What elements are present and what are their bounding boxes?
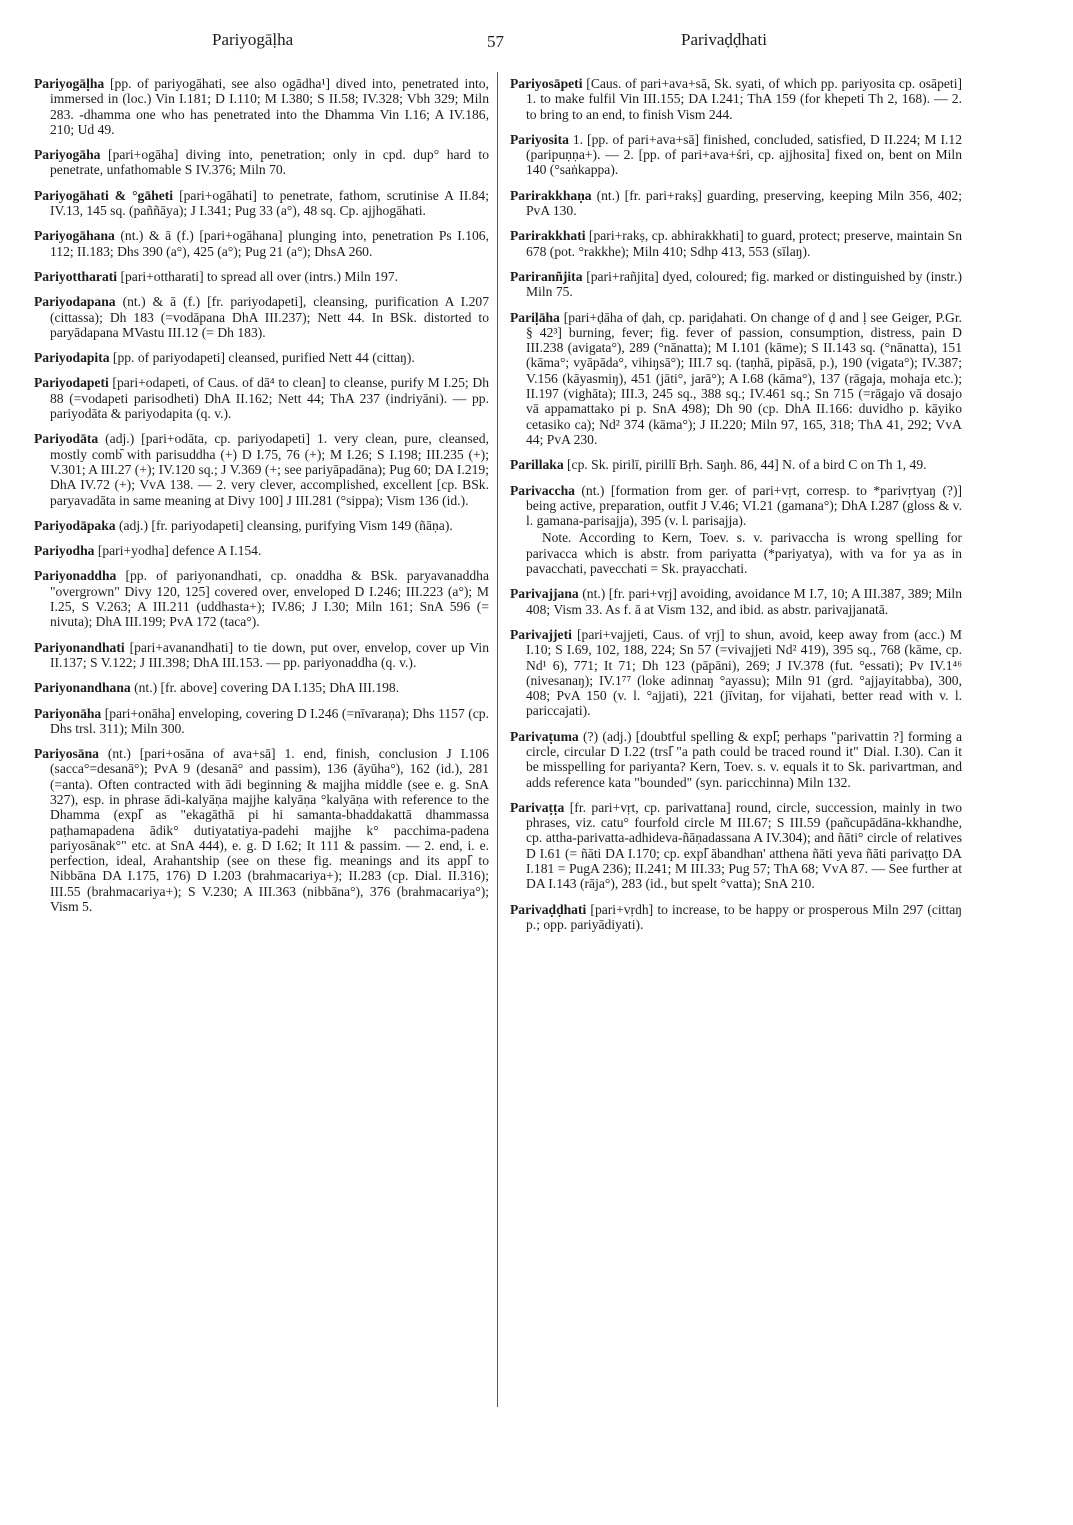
entry-text: [pari+yodha] defence A I.154. xyxy=(94,543,262,559)
dictionary-entry xyxy=(34,294,489,340)
page-number: 57 xyxy=(487,32,504,51)
entry-text: [pari+avanandhati] to tie down, put over, envelop, cover up Vin II.137; S V.122; J III.398; DhA III.153. — pp. pariyonaddha (q. v.). xyxy=(50,639,489,670)
headword: Pariyonaddha xyxy=(34,568,117,584)
header-first-headword: Pariyogāḷha xyxy=(212,30,294,49)
dictionary-entry xyxy=(510,457,962,472)
headword: Parirakkhati xyxy=(510,228,586,244)
dictionary-entry xyxy=(34,706,489,737)
entry-text: [Caus. of pari+ava+sā, Sk. syati, of which pp. pariyosita cp. osāpeti] 1. to make fulfil Vin III.155; DA I.241; ThA 159 (for khepeti Th 2, 168). — 2. to bring to an end, to finish Vism 244. xyxy=(526,76,962,122)
headword: Pariyosita xyxy=(510,131,569,147)
dictionary-entry xyxy=(34,431,489,507)
headword: Pariyodha xyxy=(34,543,95,559)
right-column xyxy=(510,76,962,942)
headword: Pariyodāta xyxy=(34,431,99,447)
running-head xyxy=(0,30,1073,60)
entry-text: [pari+onāha] enveloping, covering D I.246 (=nīvaraṇa); Dhs 1157 (cp. Dhs trsl. 311); Miln 300. xyxy=(50,705,489,736)
entry-text: (adj.) [pari+odāta, cp. pariyodapeti] 1. very clean, pure, cleansed, mostly comb᷈ with parisuddha (+) D I.75, 76 (+); M I.26; S I.198; III.235 (+); V.301; A III.27 (+); IV.120 sq.; J V.369 (+; see pariyāpadāna); Pug 60; DA I.219; DhA IV.72 (+); VvA 138. — 2. very clever, accomplished, excellent [cp. BSk. paryavadāta in same meaning at Divy 100] J III.281 (°sippa); Vism 136 (id.). xyxy=(50,431,489,508)
headword: Pariyottharati xyxy=(34,268,118,284)
entry-text: [pp. of pariyodapeti] cleansed, purified Nett 44 (cittaŋ). xyxy=(109,350,415,366)
entry-text: [pp. of pariyonandhati, cp. onaddha & BSk. paryavanaddha "overgrown" Divy 120, 125] covered over, enveloped D I.246; III.223 (a°); M I.25, S V.263; A III.211 (uddhasta+); IV.86; J I.30; Miln 161; SnA 596 (= nivuta); DhA III.199; PvA 172 (taca°). xyxy=(50,568,489,630)
entry-text: [pari+ḍāha of ḍah, cp. pariḍahati. On change of ḍ and ḷ see Geiger, P.Gr. § 42³] burning, fever; fig. fever of passion, consumption, distress, pain D III.238 (avigata°), 289 (°nānatta); M I.101 (kāme); S II.143 sq. (°nānatta), 151 (kāma°; vyāpāda°, vihiŋsā°); III.7 sq. (taṇhā, pipāsā, p.), 190 (vigata°); IV.387; V.156 (kāyasmiŋ), 451 (jāti°, jarā°); A I.68 (kāma°), 137 (rāgaja, mohaja etc.); II.197 (vighāta); III.3, 245 sq., 388 sq.; IV.461 sq.; Sn 715 (=rāgajo vā dosajo vā appamattako pi p. SnA 498); Dh 90 (cp. DhA II.166: duvidho p. kāyiko cetasiko ca); Nd² 374 (kāma°); J II.220; Miln 97, 165, 318; ThA 41, 292; VvA 44; PvA 230. xyxy=(526,309,962,447)
headword: Pariyogāḷha xyxy=(34,76,105,91)
entry-text: [pari+odapeti, of Caus. of dā⁴ to clean] to cleanse, purify M I.25; Dh 88 (=vodapeti parisodheti) DhA II.162; Nett 44; ThA 237 (indriyāni). — pp. pariyodāta & pariyodapita (q. v.). xyxy=(50,375,489,422)
dictionary-entry xyxy=(510,800,962,892)
entry-text: (nt.) [pari+osāna of ava+sā] 1. end, finish, conclusion J I.106 (sacca°=desanā°); PvA 9 (desanā° and passim), 136 (āyūha°), 162 (id.), 281 (=anta). Often contracted with ādi beginning & majjha middle (see e. g. SnA 327), esp. in phrase ādi-kalyāṇa majjhe kalyāṇa °kalyāṇa with reference to the Dhamma (expl᷈ as "ekagāthā pi hi samanta-bhaddakattā dhammassa paṭhamapadena ādik° dutiyatatiya-padehi majjhe k° pacchima-padena pariyosānak°" etc. at SnA 444), e. g. D I.62; It 111 & passim. — 2. end, i. e. perfection, ideal, Arahantship (see on these fig. meanings and its appl᷈ to Nibbāna DA I.175, 176) D I.203 (brahmacariya+); II.283 (cp. Dial. II.316); III.55 (brahmacariya+); S V.230; A III.363 (nibbāna°), 376 (brahmacariya°); Vism 5. xyxy=(50,746,489,915)
dictionary-entry xyxy=(34,518,489,533)
entry-text: (nt.) [formation from ger. of pari+vṛt, corresp. to *parivṛtyaŋ (?)] being active, preparation, outfit J V.46; VI.21 (gamana°); DhA I.287 (gloss & v. l. gamana-parisajja), 395 (v. l. parisajja). xyxy=(526,482,962,529)
entry-text: [pari+ogāhati] to penetrate, fathom, scrutinise A II.84; IV.13, 145 sq. (paññāya); J I.341; Pug 33 (a°), 48 sq. Cp. ajjhogāhati. xyxy=(50,187,490,219)
entry-text: [pari+vajjeti, Caus. of vṛj] to shun, avoid, keep away from (acc.) M I.10; S I.69, 102, 188, 224; Sn 57 (=vivajjeti Nd² 419), 395 sq., 768 (kāme, cp. Nd¹ 6), 771; It 71; Dh 123 (pāpāni), 269; J IV.378 (fut. °essati); Pv IV.1⁴⁶ (nivesanaŋ); IV.1⁷⁷ (loke adinnaŋ °ayassu); Miln 91 (grd. °ajjayitabba), 300, 408; PvA 150 (v. l. °ajjati), 221 (jīvitaŋ, for vijahati, better read with v. l. pariccajati). xyxy=(526,626,962,719)
dictionary-entry xyxy=(34,375,489,421)
header-last-headword: Parivaḍḍhati xyxy=(681,30,767,49)
headword: Parivajjeti xyxy=(510,626,572,642)
entry-text: (?) (adj.) [doubtful spelling & expl᷈; perhaps "parivattin ?] forming a circle, circular D I.22 (trsl᷈ "a path could be traced round it" Dial. I.30). Can it be misspelling for pariyanta? Kern, Toev. s. v. equals it to Sk. parivartman, and adds reference kata "bounded" (syn. paricchinna) Miln 132. xyxy=(526,728,962,790)
dictionary-entry xyxy=(510,188,962,219)
dictionary-entry xyxy=(510,76,962,122)
entry-text: 1. [pp. of pari+ava+sā] finished, concluded, satisfied, D II.224; M I.12 (paripuṇṇa+). — 2. [pp. of pari+ava+śri, cp. ajjhosita] fixed on, bent on Miln 140 (°saṅkappa). xyxy=(526,131,962,178)
entry-text: [pari+vṛdh] to increase, to be happy or prosperous Miln 297 (cittaŋ p.; opp. pariyādiyati). xyxy=(526,901,962,932)
headword: Parivaḍḍhati xyxy=(510,901,587,917)
entry-text: (nt.) [fr. above] covering DA I.135; DhA III.198. xyxy=(130,680,400,696)
headword: Pariyonāha xyxy=(34,705,102,721)
dictionary-entry xyxy=(510,228,962,259)
dictionary-entry xyxy=(510,586,962,617)
dictionary-entry xyxy=(34,568,489,629)
entry-text: (nt.) & ā (f.) [fr. pariyodapeti], cleansing, purification A I.207 (cittassa); Dh 183 (=vodāpana DhA III.237); Nett 44. In BSk. distorted to paryādapana MVastu III.12 (= Dh 183). xyxy=(50,294,489,340)
headword: Pariyogāhati & °gāheti xyxy=(34,187,174,203)
dictionary-entry xyxy=(510,132,962,178)
headword: Parirakkhaṇa xyxy=(510,187,592,203)
dictionary-entry xyxy=(510,627,962,719)
headword: Parivaṭṭa xyxy=(510,799,565,815)
entry-text: [pari+ogāha] diving into, penetration; only in cpd. dup° hard to penetrate, unfathomable S IV.376; Miln 70. xyxy=(50,147,489,178)
entry-text: (nt.) & ā (f.) [pari+ogāhana] plunging into, penetration Ps I.106, 112; II.183; Dhs 390 (a°), 425 (a°); Pug 21 (a°); DhsA 260. xyxy=(50,228,489,259)
note-text: Note. According to Kern, Toev. s. v. parivaccha is wrong spelling for parivacca which is abstr. from pariyatta (*pariyatya), with va for ya as in pavacchati, pavecchati = Sk. prayacchati. xyxy=(526,530,962,577)
headword: Pariyonandhati xyxy=(34,639,125,655)
dictionary-entry xyxy=(510,902,962,933)
headword: Parivaṭuma xyxy=(510,728,579,744)
headword: Pariyodapeti xyxy=(34,375,109,391)
headword: Pariyogāhana xyxy=(34,228,115,244)
headword: Pariyosāna xyxy=(34,746,99,762)
dictionary-entry xyxy=(510,483,962,529)
column-divider xyxy=(497,72,498,1407)
entry-note xyxy=(510,530,962,576)
headword: Pariyodāpaka xyxy=(34,517,116,533)
entry-text: [pari+rakṣ, cp. abhirakkhati] to guard, protect; preserve, maintain Sn 678 (pot. °rakkhe); Miln 410; Sdhp 413, 553 (sīlaŋ). xyxy=(526,228,962,259)
dictionary-entry xyxy=(510,310,962,448)
dictionary-entry xyxy=(34,269,489,284)
left-column xyxy=(34,76,489,924)
dictionary-entry xyxy=(34,543,489,558)
dictionary-entry xyxy=(510,269,962,300)
entry-text: (adj.) [fr. pariyodapeti] cleansing, purifying Vism 149 (ñāṇa). xyxy=(115,517,453,533)
dictionary-entry xyxy=(34,350,489,365)
entry-text: (nt.) [fr. pari+vṛj] avoiding, avoidance M I.7, 10; A III.387, 389; Miln 408; Vism 33. As f. ā at Vism 132, and ibid. as abstr. parivajjanatā. xyxy=(526,586,962,617)
dictionary-entry xyxy=(34,640,489,671)
headword: Pariyogāha xyxy=(34,147,101,163)
dictionary-entry xyxy=(34,746,489,914)
headword: Pariyosāpeti xyxy=(510,76,583,91)
entry-text: [pari+rañjita] dyed, coloured; fig. marked or distinguished by (instr.) Miln 75. xyxy=(526,268,962,300)
headword: Pariyonandhana xyxy=(34,680,131,696)
entry-text: [cp. Sk. pirilī, pirillī Bṛh. Saŋh. 86, 44] N. of a bird C on Th 1, 49. xyxy=(563,457,927,473)
headword: Parillaka xyxy=(510,457,564,473)
headword: Parivajjana xyxy=(510,586,579,602)
dictionary-entry xyxy=(34,680,489,695)
dictionary-entry xyxy=(34,76,489,137)
dictionary-entry xyxy=(510,729,962,790)
entry-text: [fr. pari+vṛt, cp. parivattana] round, circle, succession, mainly in two phrases, viz. catu° fourfold circle M III.67; S III.59 (pañcupādāna-kkhandhe, cp. attha-parivatta-adhideva-ñāṇadassana A IV.304); and ñāti° circle of relatives D I.61 (= ñāti DA I.170; cp. expl᷈ ābandhan' atthena ñāti yeva ñāti parivaṭṭo DA I.181 = PugA 236); II.241; M III.33; Pug 57; ThA 68; VvA 87. — See further at DA I.143 (rāja°), 283 (id., but spelt °vatta); SnA 210. xyxy=(526,799,962,892)
headword: Parivaccha xyxy=(510,482,575,498)
headword: Pariyodapana xyxy=(34,294,116,310)
dictionary-entry xyxy=(34,228,489,259)
entry-text: [pp. of pariyogāhati, see also ogādha¹] dived into, penetrated into, immersed in (loc.) Vin I.181; D I.110; M I.380; S II.58; IV.328; Vbh 329; Miln 283. -dhamma one who has penetrated into the Dhamma Vin I.16; A IV.186, 210; Ud 49. xyxy=(50,76,489,137)
dictionary-entry xyxy=(34,188,489,219)
headword: Pariḷāha xyxy=(510,309,560,325)
entry-text: [pari+ottharati] to spread all over (intrs.) Miln 197. xyxy=(117,268,399,284)
headword: Pariyodapita xyxy=(34,350,110,366)
headword: Pariranñjita xyxy=(510,268,583,284)
entry-text: (nt.) [fr. pari+rakṣ] guarding, preserving, keeping Miln 356, 402; PvA 130. xyxy=(526,187,962,219)
dictionary-entry xyxy=(34,147,489,178)
